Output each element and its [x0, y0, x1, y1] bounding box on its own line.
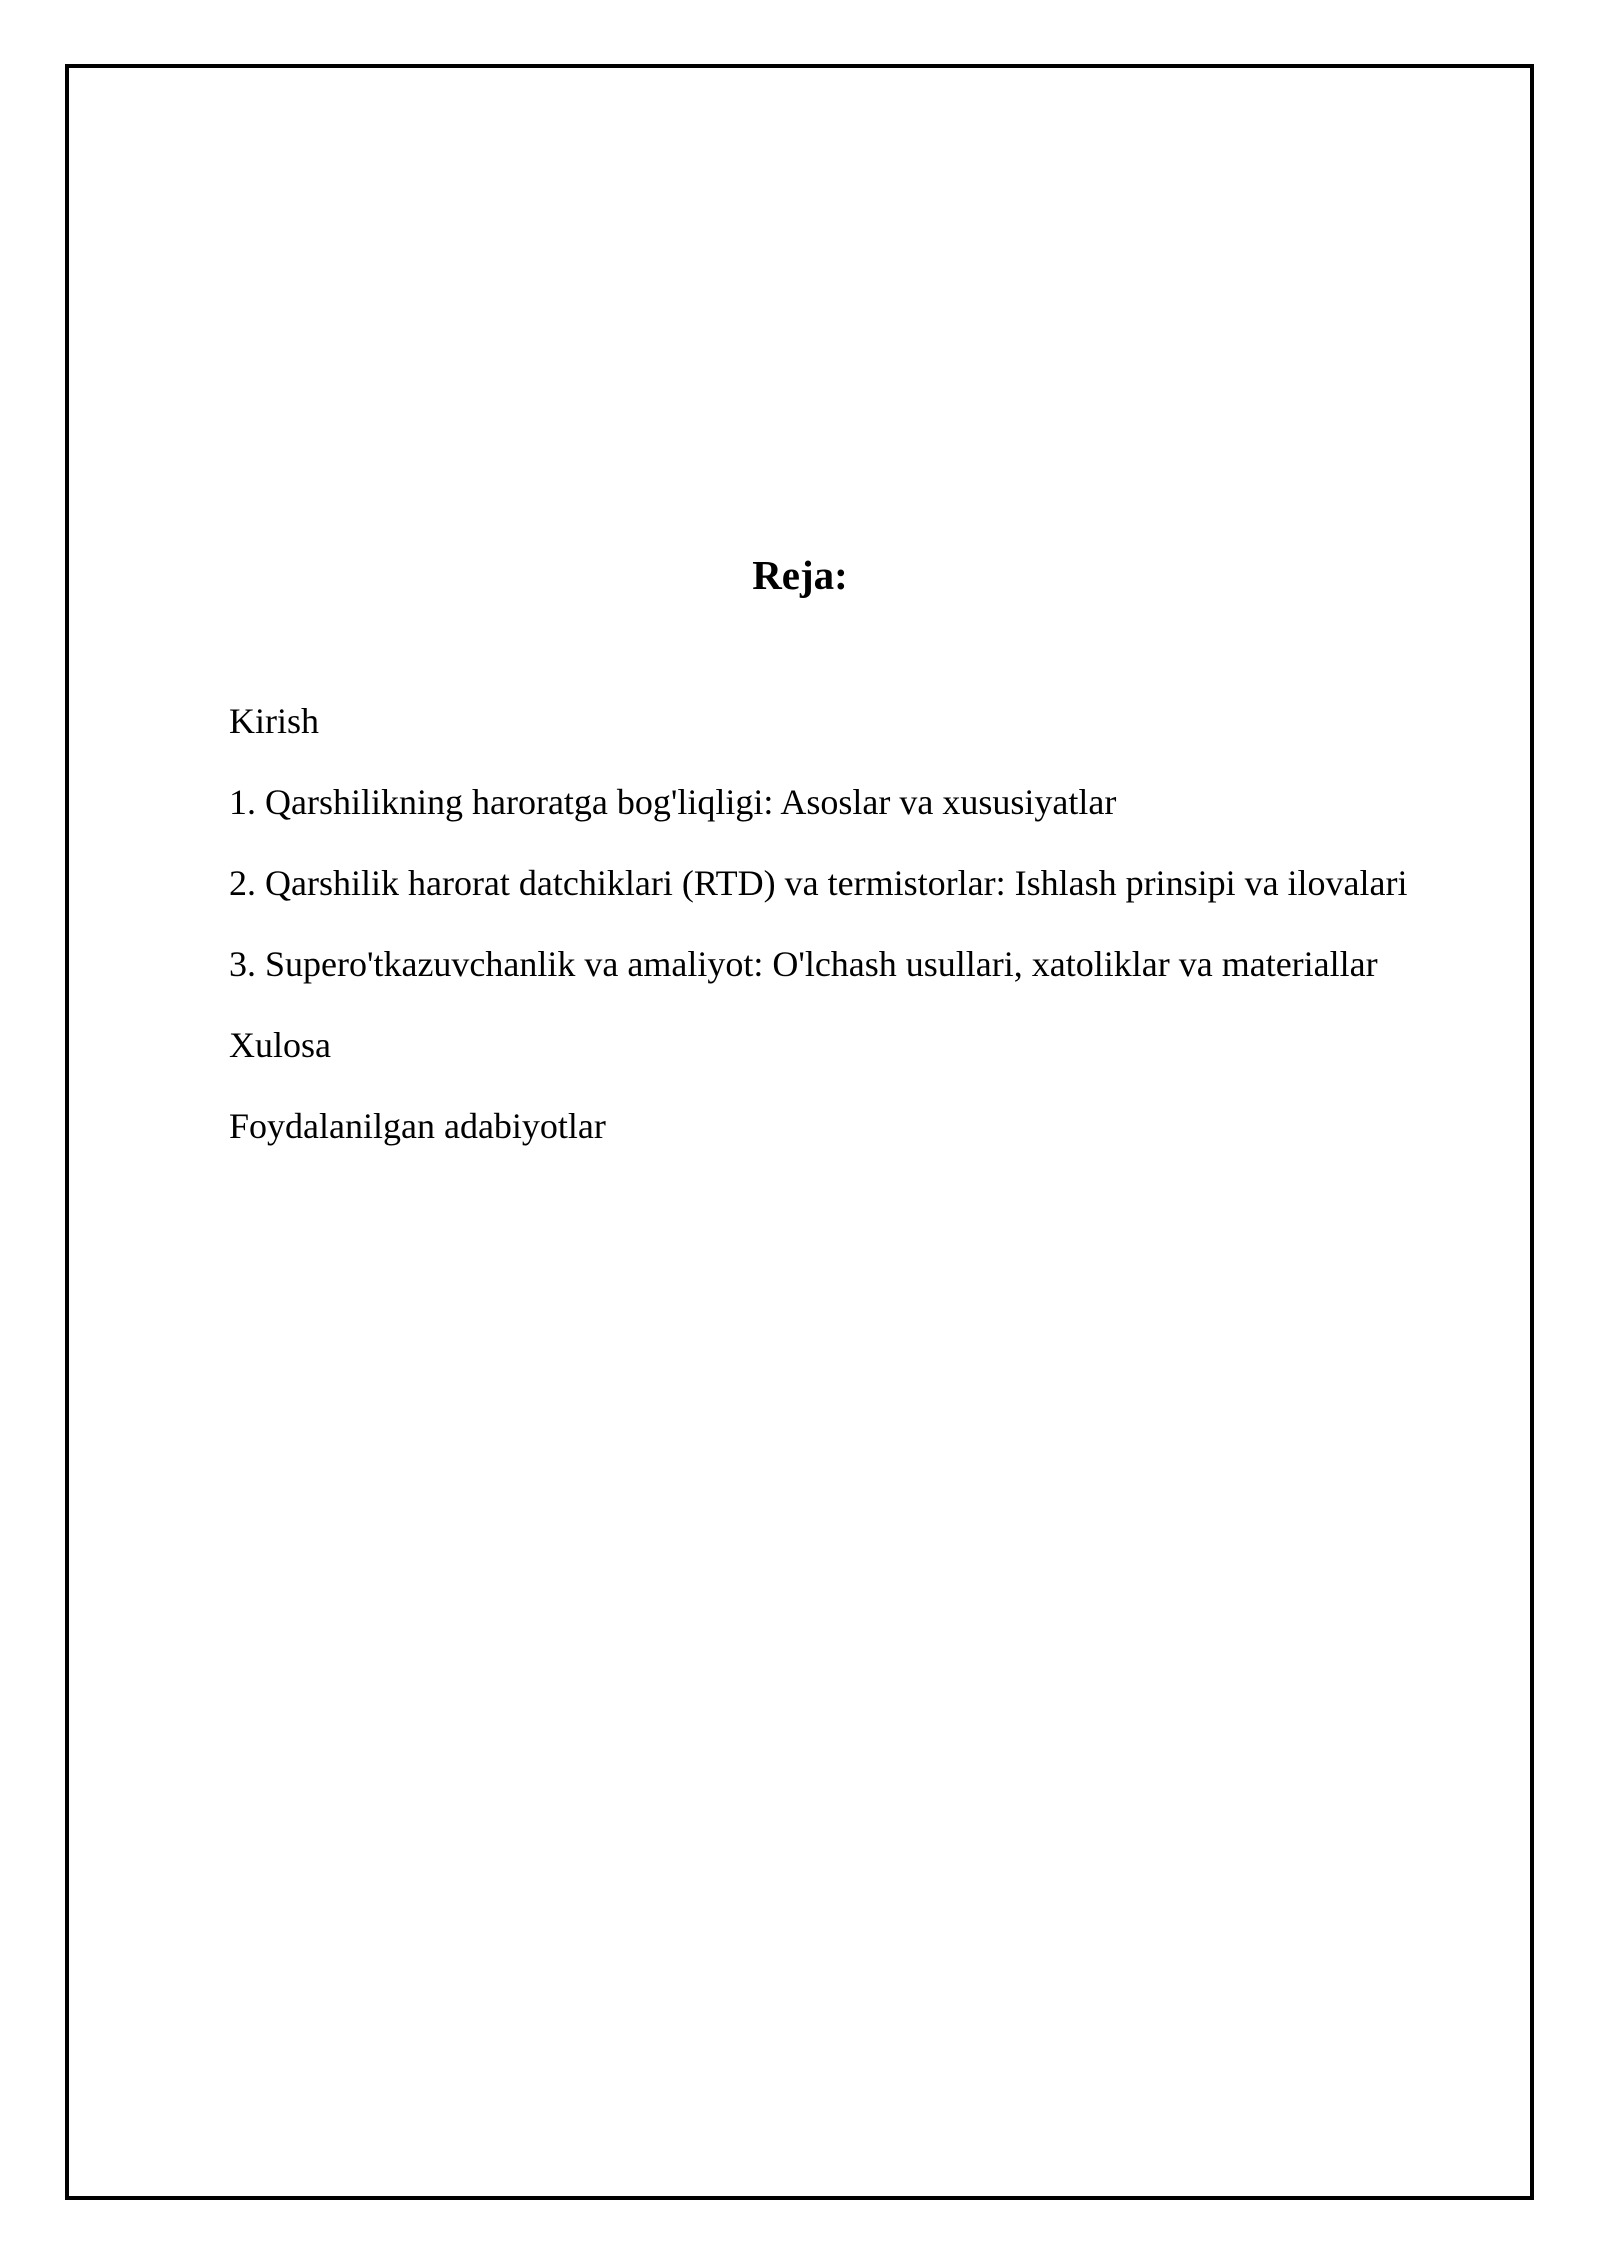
toc-item-conclusion: Xulosa: [229, 1025, 331, 1065]
toc-item-chapter-3: 3. Supero'tkazuvchanlik va amaliyot: O'lchash usullari, xatoliklar va materiallar: [229, 944, 1378, 984]
toc-item-chapter-2: 2. Qarshilik harorat datchiklari (RTD) va termistorlar: Ishlash prinsipi va ilovalari: [229, 863, 1408, 903]
page-title: Reja:: [752, 552, 848, 598]
table-of-contents: [229, 696, 1408, 1182]
toc-item-introduction: Kirish: [229, 701, 319, 741]
toc-item-chapter-1: 1. Qarshilikning haroratga bog'liqligi: Asoslar va xususiyatlar: [229, 782, 1117, 822]
toc-item-references: Foydalanilgan adabiyotlar: [229, 1106, 606, 1146]
